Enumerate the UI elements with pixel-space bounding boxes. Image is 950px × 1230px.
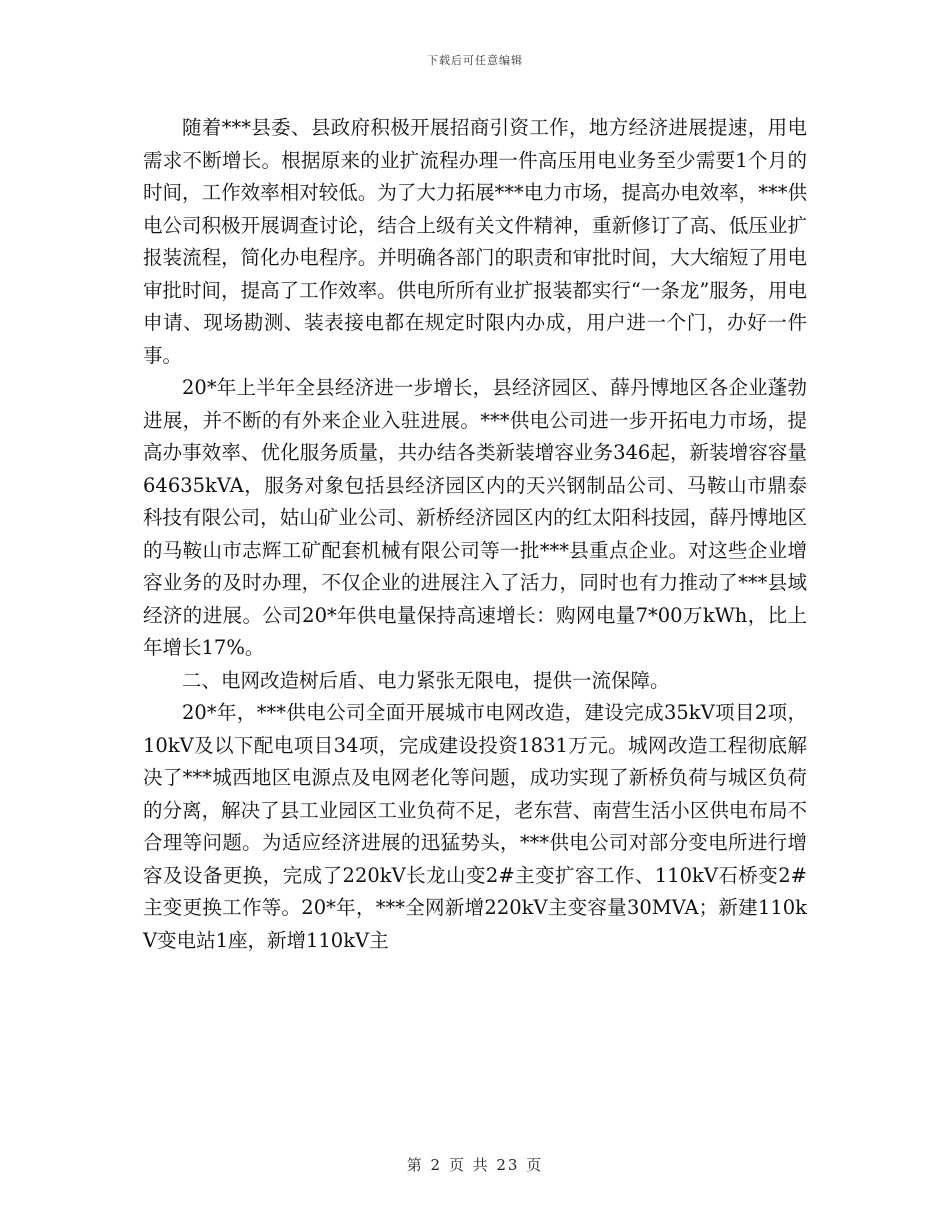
paragraph-3: 20*年，***供电公司全面开展城市电网改造，建设完成35kV项目2项，10kV及以下配电项目34项，完成建设投资1831万元。城网改造工程彻底解决了***城西地区电源点及电网老化等问题，成功实现了新桥负荷与城区负荷的分离，解决了县工业园区工业负荷不足，老东营、南营生活小区供电布局不合理等问题。为适应经济进展的迅猛势头，***供电公司对部分变电所进行增容及设备更换，完成了220kV长龙山变2#主变扩容工作、110kV石桥变2#主变更换工作等。20*年，***全网新增220kV主变容量30MVA；新建110kV变电站1座，新增110kV主 bbox=[143, 701, 807, 952]
paragraph-2: 20*年上半年全县经济进一步增长，县经济园区、薛丹博地区各企业蓬勃进展，并不断的有外来企业入驻进展。***供电公司进一步开拓电力市场，提高办事效率、优化服务质量，共办结各类新装增容业务346起，新装增容容量64635kVA，服务对象包括县经济园区内的天兴钢制品公司、马鞍山市鼎泰科技有限公司，姑山矿业公司、新桥经济园区内的红太阳科技园，薛丹博地区的马鞍山市志辉工矿配套机械有限公司等一批***县重点企业。对这些企业增容业务的及时办理，不仅企业的进展注入了活力，同时也有力推动了***县域经济的进展。公司20*年供电量保持高速增长：购网电量7*00万kWh，比上年增长17%。 bbox=[143, 376, 807, 659]
page-header-note: 下载后可任意编辑 bbox=[427, 54, 523, 67]
document-body bbox=[143, 112, 807, 957]
section-heading-2: 二、电网改造树后盾、电力紧张无限电，提供一流保障。 bbox=[182, 668, 670, 692]
paragraph-1: 随着***县委、县政府积极开展招商引资工作，地方经济进展提速，用电需求不断增长。根据原来的业扩流程办理一件高压用电业务至少需要1个月的时间，工作效率相对较低。为了大力拓展***电力市场，提高办电效率，***供电公司积极开展调查讨论，结合上级有关文件精神，重新修订了高、低压业扩报装流程，简化办电程序。并明确各部门的职责和审批时间，大大缩短了用电审批时间，提高了工作效率。供电所所有业扩报装都实行“一条龙”服务，用电申请、现场勘测、装表接电都在规定时限内办成，用户进一个门，办好一件事。 bbox=[143, 116, 807, 367]
page-number-footer: 第 2 页 共 23 页 bbox=[406, 1156, 544, 1174]
